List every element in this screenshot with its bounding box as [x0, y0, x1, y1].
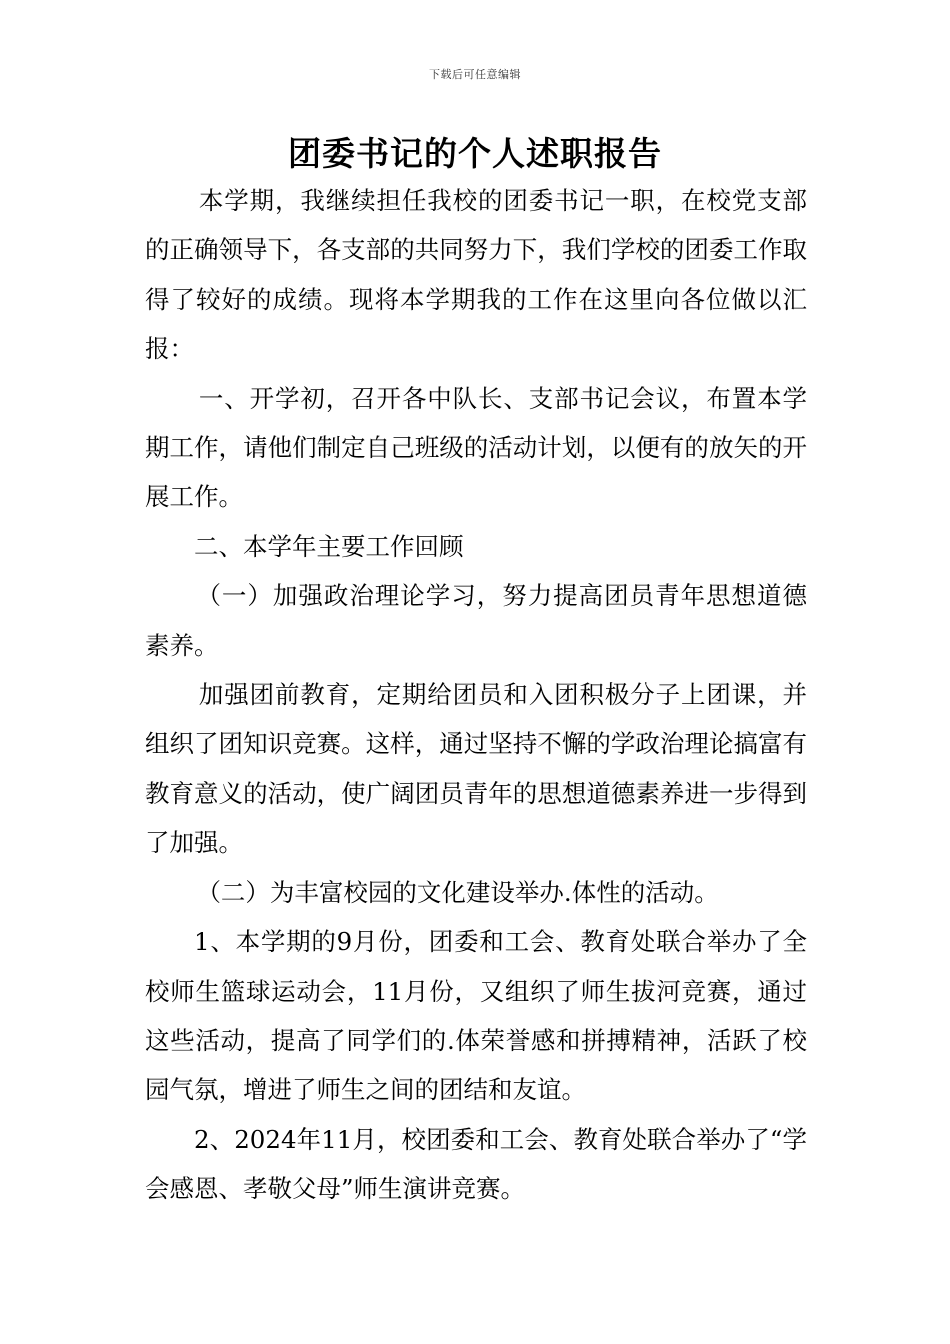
paragraph-item-1: 1、本学期的9月份，团委和工会、教育处联合举办了全校师生篮球运动会，11月份，又组织了师生拔河竞赛，通过这些活动，提高了同学们的.体荣誉感和拼搏精神，活跃了校园气氛，增进了师生之间的团结和友谊。: [145, 927, 807, 1105]
paragraph-subsection-1-heading: （一）加强政治理论学习，努力提高团员青年思想道德素养。: [145, 581, 807, 660]
paragraph-item-2: 2、2024年11月，校团委和工会、教育处联合举办了“学会感恩、孝敬父母”师生演讲竞赛。: [145, 1124, 807, 1204]
paragraph-subsection-1-body: 加强团前教育，定期给团员和入团积极分子上团课，并组织了团知识竞赛。这样，通过坚持不懈的学政治理论搞富有教育意义的活动，使广阔团员青年的思想道德素养进一步得到了加强。: [145, 680, 807, 858]
document-body: [145, 176, 807, 1214]
paragraph-intro: 本学期，我继续担任我校的团委书记一职，在校党支部的正确领导下，各支部的共同努力下，我们学校的团委工作取得了较好的成绩。现将本学期我的工作在这里向各位做以汇报：: [145, 186, 807, 364]
paragraph-subsection-2-heading: （二）为丰富校园的文化建设举办.体性的活动。: [196, 877, 719, 907]
paragraph-section-2-heading: 二、本学年主要工作回顾: [194, 531, 464, 561]
header-note: 下载后可任意编辑: [429, 68, 521, 81]
paragraph-section-1: 一、开学初，召开各中队长、支部书记会议，布置本学期工作，请他们制定自己班级的活动计划，以便有的放矢的开展工作。: [145, 383, 807, 512]
document-title: 团委书记的个人述职报告: [288, 134, 662, 173]
